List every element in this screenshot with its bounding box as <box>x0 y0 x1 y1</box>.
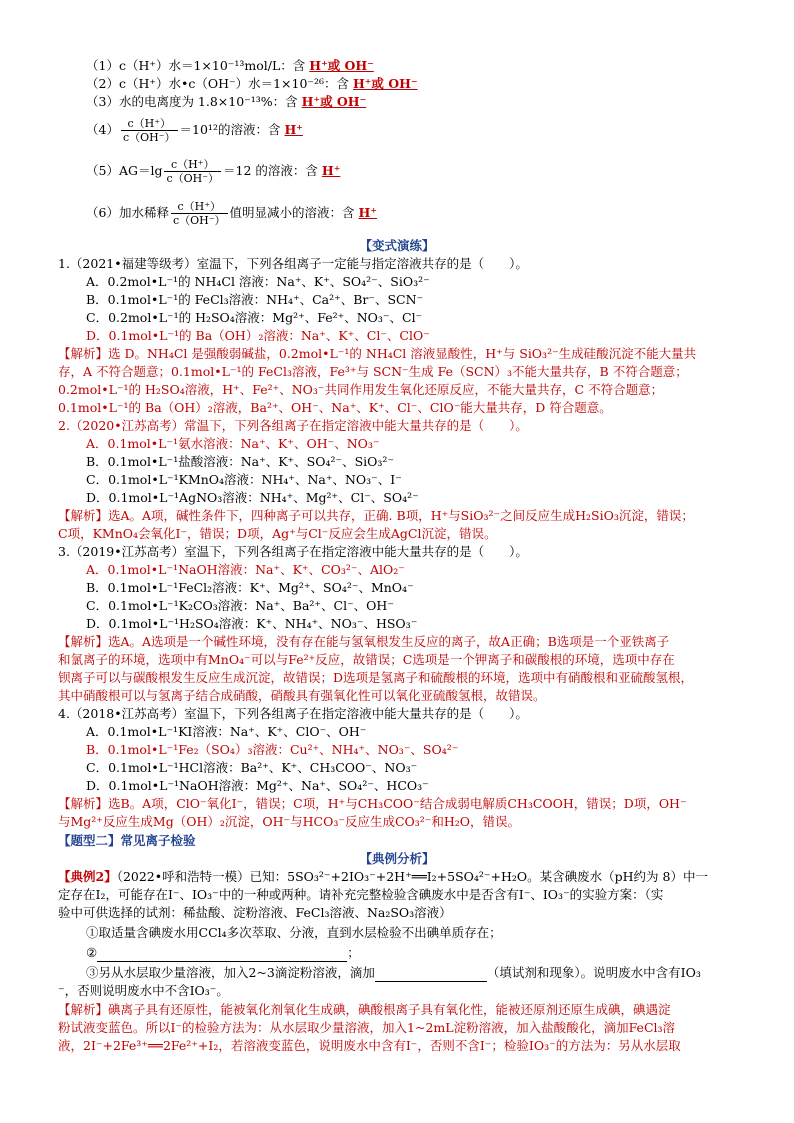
question-3-analysis-line: 和氯离子的环境，选项中有MnO₄⁻可以与Fe²⁺反应，故错误；C选项是一个钾离子和碳酸根的环境，选项中存在 <box>58 652 675 667</box>
question-4-analysis-line: 与Mg²⁺反应生成Mg（OH）₂沉淀，OH⁻与HCO₃⁻反应生成CO₃²⁻和H₂O，错误。 <box>58 814 521 829</box>
question-3-analysis-line: 其中硝酸根可以与氢离子结合成硝酸，硝酸具有强氧化性可以氧化亚硫酸氢根，故错误。 <box>58 688 546 703</box>
question-4-option-d: D．0.1mol•L⁻¹NaOH溶液：Mg²⁺、Na⁺、SO₄²⁻、HCO₃⁻ <box>86 778 429 793</box>
answer-blank <box>375 965 487 982</box>
condition-1: （1）c（H⁺）水＝1×10⁻¹³mol/L：含 H⁺或 OH⁻ <box>86 58 374 73</box>
example-2-analysis-line: 粉试液变蓝色。所以I⁻的检验方法为：从水层取少量溶液，加入1~2mL淀粉溶液，加入盐酸酸化，滴加FeCl₃溶 <box>58 1020 676 1035</box>
question-4-option-c: C．0.1mol•L⁻¹HCl溶液：Ba²⁺、K⁺、CH₃COO⁻、NO₃⁻ <box>86 760 418 775</box>
question-1-analysis-line: 0.1mol•L⁻¹的 Ba（OH）₂溶液，Ba²⁺、OH⁻、Na⁺、K⁺、Cl⁻、ClO⁻能大量共存，D 符合题意。 <box>58 400 612 415</box>
example-2-line: 【典例2】（2022•呼和浩特一模）已知：5SO₃²⁻+2IO₃⁻+2H⁺══I₂+5SO₄²⁻+H₂O。某含碘废水（pH约为 8）中一 <box>58 869 708 884</box>
example-2-step-3-cont: ⁻，否则说明废水中不含IO₃⁻。 <box>58 983 229 998</box>
condition-2: （2）c（H⁺）水•c（OH⁻）水＝1×10⁻²⁶：含 H⁺或 OH⁻ <box>86 76 418 91</box>
fraction: $\frac{c(H^+)}{c(OH^-)}$ <box>172 200 226 227</box>
answer-blank <box>97 945 347 962</box>
question-2-analysis-line: C项，KMnO₄会氧化I⁻，错误；D项，Ag⁺与Cl⁻反应会生成AgCl沉淀，错误。 <box>58 526 497 541</box>
question-4-stem: 4.（2018•江苏高考）室温下，下列各组离子在指定溶液中能大量共存的是（ ）。 <box>58 706 528 721</box>
example-2-step-2: ② ； <box>86 945 360 960</box>
question-4-analysis-line: 【解析】选B。A项，ClO⁻氧化I⁻，错误；C项，H⁺与CH₃COO⁻结合成弱电解质CH₃COOH，错误；D项，OH⁻ <box>58 796 687 811</box>
question-3-option-b: B．0.1mol•L⁻¹FeCl₂溶液：K⁺、Mg²⁺、SO₄²⁻、MnO₄⁻ <box>86 580 414 595</box>
question-4-option-a: A．0.1mol•L⁻¹KI溶液：Na⁺、K⁺、ClO⁻、OH⁻ <box>86 724 367 739</box>
fraction: $\frac{c(H^+)}{c(OH^-)}$ <box>122 117 176 144</box>
condition-5: （5）AG＝lg $\frac{c(H^+)}{c(OH^-)}$ ＝12 的溶液：含 H⁺ <box>86 158 341 185</box>
question-2-analysis-line: 【解析】选A。A项，碱性条件下，四种离子可以共存，正确. B项，H⁺与SiO₃²⁻之间反应生成H₂SiO₃沉淀，错误； <box>58 508 694 523</box>
example-2-line: 验中可供选择的试剂：稀盐酸、淀粉溶液、FeCl₃溶液、Na₂SO₃溶液） <box>58 905 452 920</box>
condition-4: （4） $\frac{c(H^+)}{c(OH^-)}$ ＝10¹²的溶液：含 H⁺ <box>86 117 303 144</box>
question-1-analysis-line: 存，A 不符合题意；0.1mol•L⁻¹的 FeCl₃溶液，Fe³⁺与 SCN⁻生成 Fe（SCN）₃不能大量共存，B 不符合题意； <box>58 364 688 379</box>
question-3-stem: 3.（2019•江苏高考）室温下，下列各组离子在指定溶液中能大量共存的是（ ）。 <box>58 544 528 559</box>
example-2-analysis-line: 液，2I⁻+2Fe³⁺══2Fe²⁺+I₂，若溶液变蓝色，说明废水中含有I⁻，否则不含I⁻；检验IO₃⁻的方法为：另从水层取 <box>58 1038 681 1053</box>
question-1-analysis-line: 【解析】选 D。NH₄Cl 是强酸弱碱盐，0.2mol•L⁻¹的 NH₄Cl 溶液显酸性，H⁺与 SiO₃²⁻生成硅酸沉淀不能大量共 <box>58 346 697 361</box>
example-2-step-3: ③另从水层取少量溶液，加入2~3滴淀粉溶液，滴加 （填试剂和现象）。说明废水中含有IO₃ <box>86 965 701 980</box>
question-3-analysis-line: 【解析】选A。A选项是一个碱性环境，没有存在能与氢氧根发生反应的离子，故A正确；B选项是一个亚铁离子 <box>58 634 670 649</box>
question-1-stem: 1.（2021•福建等级考）室温下，下列各组离子一定能与指定溶液共存的是（ ）。 <box>58 256 528 271</box>
question-2-option-b: B．0.1mol•L⁻¹盐酸溶液：Na⁺、K⁺、SO₄²⁻、SiO₃²⁻ <box>86 454 395 469</box>
section-title-variant-practice: 【变式演练】 <box>359 238 435 253</box>
question-2-option-d: D．0.1mol•L⁻¹AgNO₃溶液：NH₄⁺、Mg²⁺、Cl⁻、SO₄²⁻ <box>86 490 419 505</box>
question-3-option-c: C．0.1mol•L⁻¹K₂CO₃溶液：Na⁺、Ba²⁺、Cl⁻、OH⁻ <box>86 598 394 613</box>
section-title-ion-detection: 【题型二】常见离子检验 <box>58 833 196 848</box>
question-3-option-a: A．0.1mol•L⁻¹NaOH溶液：Na⁺、K⁺、CO₃²⁻、AlO₂⁻ <box>86 562 405 577</box>
question-1-option-d: D．0.1mol•L⁻¹的 Ba（OH）₂溶液：Na⁺、K⁺、Cl⁻、ClO⁻ <box>86 328 430 343</box>
fraction: $\frac{c(H^+)}{c(OH^-)}$ <box>166 158 220 185</box>
condition-6: （6）加水稀释 $\frac{c(H^+)}{c(OH^-)}$ 值明显减小的溶液：含 H⁺ <box>86 200 377 227</box>
question-4-option-b: B．0.1mol•L⁻¹Fe₂（SO₄）₃溶液：Cu²⁺、NH₄⁺、NO₃⁻、SO₄²⁻ <box>86 742 459 757</box>
question-3-option-d: D．0.1mol•L⁻¹H₂SO₄溶液：K⁺、NH₄⁺、NO₃⁻、HSO₃⁻ <box>86 616 418 631</box>
condition-3: （3）水的电离度为 1.8×10⁻¹³%：含 H⁺或 OH⁻ <box>86 94 367 109</box>
question-1-analysis-line: 0.2mol•L⁻¹的 H₂SO₄溶液，H⁺、Fe²⁺、NO₃⁻共同作用发生氧化还原反应，不能大量共存，C 不符合题意； <box>58 382 664 397</box>
example-2-step-1: ①取适量含碘废水用CCl₄多次萃取、分液，直到水层检验不出碘单质存在； <box>86 925 502 940</box>
question-1-option-a: A．0.2mol•L⁻¹的 NH₄Cl 溶液：Na⁺、K⁺、SO₄²⁻、SiO₃²⁻ <box>86 274 430 289</box>
section-title-example-analysis: 【典例分析】 <box>359 851 435 866</box>
question-1-option-b: B．0.1mol•L⁻¹的 FeCl₃溶液：NH₄⁺、Ca²⁺、Br⁻、SCN⁻ <box>86 292 424 307</box>
question-2-option-a: A．0.1mol•L⁻¹氨水溶液：Na⁺、K⁺、OH⁻、NO₃⁻ <box>86 436 380 451</box>
example-2-line: 定存在I₂，可能存在I⁻、IO₃⁻中的一种或两种。请补充完整检验含碘废水中是否含有I⁻、IO₃⁻的实验方案：（实 <box>58 887 664 902</box>
question-2-stem: 2.（2020•江苏高考）常温下，下列各组离子在指定溶液中能大量共存的是（ ）。 <box>58 418 528 433</box>
question-3-analysis-line: 钡离子可以与碳酸根发生反应生成沉淀，故错误；D选项是氢离子和硫酸根的环境，选项中有硝酸根和亚硫酸氢根， <box>58 670 694 685</box>
question-1-option-c: C．0.2mol•L⁻¹的 H₂SO₄溶液：Mg²⁺、Fe²⁺、NO₃⁻、Cl⁻ <box>86 310 423 325</box>
example-2-analysis-line: 【解析】碘离子具有还原性，能被氧化剂氧化生成碘，碘酸根离子具有氧化性，能被还原剂还原生成碘，碘遇淀 <box>58 1002 671 1017</box>
question-2-option-c: C．0.1mol•L⁻¹KMnO₄溶液：NH₄⁺、Na⁺、NO₃⁻、I⁻ <box>86 472 402 487</box>
